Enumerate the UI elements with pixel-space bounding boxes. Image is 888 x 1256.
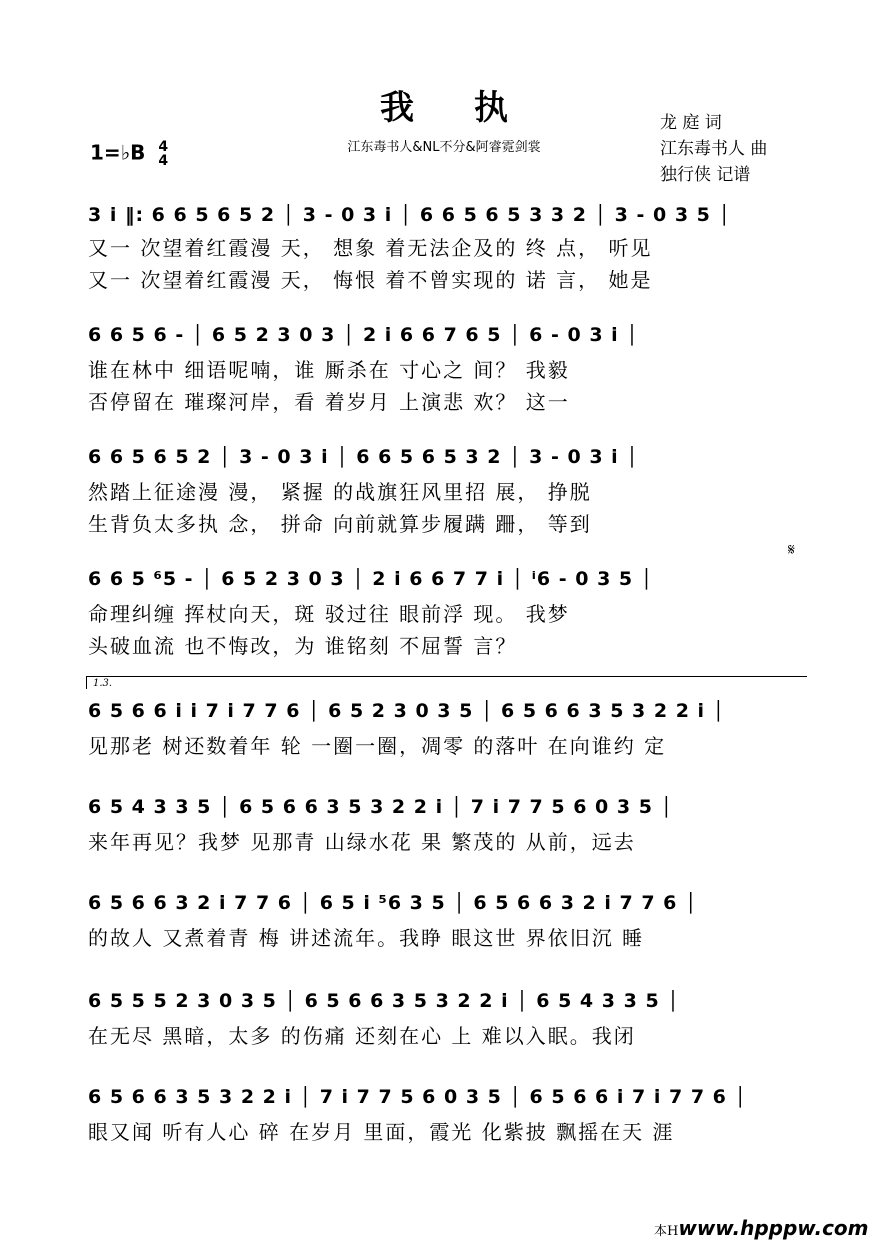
watermark-site: www.hpppw.com (678, 1216, 869, 1240)
key-signature (90, 140, 168, 168)
lyric-verse-1: 然踏上征途漫 漫， 紧握 的战旗狂风里招 展， 挣脱 (88, 480, 592, 504)
notation-line: 6 6 5 6 5 2 │ 3 - 0 3 i │ 6 6 5 6 5 3 2 │ 3 - 0 3 i │ (88, 446, 639, 468)
lyric-line: 来年再见？我梦 见那青 山绿水花 果 繁茂的 从前，远去 (88, 830, 636, 854)
key-label: 1= (90, 140, 121, 165)
lyric-line: 眼又闻 听有人心 碎 在岁月 里面，霞光 化紫披 飘摇在天 涯 (88, 1120, 675, 1144)
time-bottom: 4 (158, 153, 169, 169)
watermark (654, 1216, 869, 1240)
lyric-line: 见那老 树还数着年 轮 一圈一圈，凋零 的落叶 在向谁约 定 (88, 734, 667, 758)
transcriber-credit: 独行侠 记谱 (660, 165, 751, 185)
volta-label: 1.3. (93, 678, 113, 689)
performers: 江东毒书人&NL不分&阿睿霓剑裳 (347, 140, 541, 155)
lyric-verse-1: 命理纠缠 挥杖向天，斑 驳过往 眼前浮 现。 我梦 (88, 602, 570, 626)
lyric-line: 在无尽 黑暗，太多 的伤痛 还刻在心 上 难以入眠。我闭 (88, 1024, 636, 1048)
lyric-line: 的故人 又煮着青 梅 讲述流年。我睁 眼这世 界依旧沉 睡 (88, 926, 645, 950)
key-note: ♭B (120, 140, 146, 165)
notation-line: 6 5 6 6 3 5 3 2 2 i │ 7 i 7 7 5 6 0 3 5 │ 6 5 6 6 i 7 i 7 7 6 │ (88, 1086, 747, 1108)
lyricist-credit: 龙 庭 词 (660, 113, 722, 133)
lyric-verse-1: 谁在林中 细语呢喃，谁 厮杀在 寸心之 间？ 我毅 (88, 358, 570, 382)
lyric-verse-2: 否停留在 璀璨河岸，看 着岁月 上演悲 欢？ 这一 (88, 390, 570, 414)
notation-line: 6 5 5 5 2 3 0 3 5 │ 6 5 6 6 3 5 3 2 2 i │ 6 5 4 3 3 5 │ (88, 990, 680, 1012)
song-title: 我执 (380, 88, 568, 128)
notation-line: 3 i ‖: 6 6 5 6 5 2 │ 3 - 0 3 i │ 6 6 5 6 5 3 3 2 │ 3 - 0 3 5 │ (88, 204, 731, 226)
watermark-tag: 本H (654, 1224, 679, 1239)
time-signature (158, 140, 168, 168)
notation-line: 6 5 6 6 i i 7 i 7 7 6 │ 6 5 2 3 0 3 5 │ 6 5 6 6 3 5 3 2 2 i │ (88, 700, 726, 722)
segno-sign: 𝄋 (788, 540, 795, 559)
lyric-verse-2: 又一 次望着红霞漫 天， 悔恨 着不曾实现的 诺 言， 她是 (88, 268, 653, 292)
lyric-verse-2: 生背负太多执 念， 拼命 向前就算步履蹒 跚， 等到 (88, 512, 592, 536)
notation-line: 6 5 6 6 3 2 i 7 7 6 │ 6 5 i ⁵6 3 5 │ 6 5 6 6 3 2 i 7 7 6 │ (88, 892, 698, 914)
notation-line: 6 6 5 6 - │ 6 5 2 3 0 3 │ 2 i 6 6 7 6 5 │ 6 - 0 3 i │ (88, 324, 639, 346)
composer-credit: 江东毒书人 曲 (660, 139, 768, 159)
lyric-verse-2: 头破血流 也不悔改，为 谁铭刻 不屈誓 言？ (88, 634, 518, 658)
time-top: 4 (158, 139, 169, 155)
volta-bracket (86, 676, 807, 689)
notation-line: 6 6 5 ⁶5 - │ 6 5 2 3 0 3 │ 2 i 6 6 7 7 i │ ⁱ6 - 0 3 5 │ (88, 568, 654, 590)
notation-line: 6 5 4 3 3 5 │ 6 5 6 6 3 5 3 2 2 i │ 7 i 7 7 5 6 0 3 5 │ (88, 796, 674, 818)
lyric-verse-1: 又一 次望着红霞漫 天， 想象 着无法企及的 终 点， 听见 (88, 236, 653, 260)
